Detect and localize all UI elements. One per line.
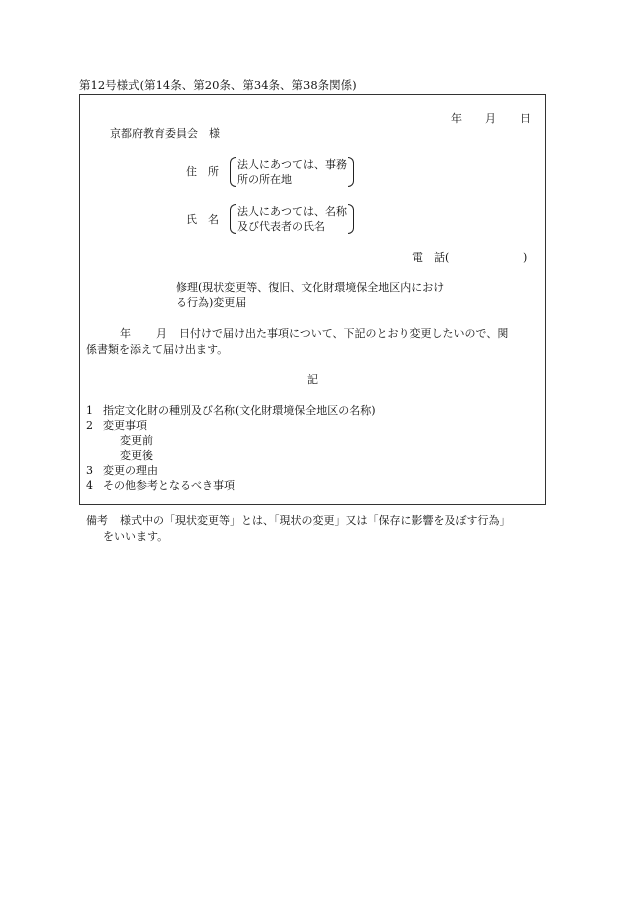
form-header: 第12号様式(第14条、第20条、第34条、第38条関係) — [79, 78, 357, 92]
address-bracket-line1: 法人にあつては、事務 — [237, 158, 347, 171]
address-bracket-line2: 所の所在地 — [237, 173, 292, 186]
address-bracket-left — [230, 157, 236, 187]
name-label: 氏 名 — [186, 213, 219, 226]
body-year: 年 — [120, 327, 131, 340]
address-bracket-right — [348, 157, 354, 187]
document-title-line2: る行為)変更届 — [176, 296, 247, 309]
date-day: 日 — [520, 112, 531, 125]
item-subtext-before: 変更前 — [120, 434, 153, 447]
item-number: 1 — [86, 404, 93, 417]
ki-heading: 記 — [307, 373, 318, 386]
body-line1: 日付けで届け出た事項について、下記のとおり変更したいので、関 — [179, 327, 509, 340]
body-month: 月 — [156, 327, 167, 340]
item-text: 変更事項 — [103, 419, 147, 432]
addressee: 京都府教育委員会 様 — [110, 127, 220, 140]
name-bracket-right — [348, 204, 354, 234]
date-year: 年 — [451, 112, 462, 125]
date-month: 月 — [485, 112, 496, 125]
document-title-line1: 修理(現状変更等、復旧、文化財環境保全地区内におけ — [176, 281, 445, 294]
name-bracket-line1: 法人にあつては、名称 — [237, 205, 347, 218]
name-bracket-left — [230, 204, 236, 234]
phone-label: 電 話( — [412, 251, 450, 264]
item-subtext-after: 変更後 — [120, 449, 153, 462]
item-text: 指定文化財の種別及び名称(文化財環境保全地区の名称) — [103, 404, 376, 417]
remarks-line2: をいいます。 — [103, 530, 169, 543]
name-bracket-line2: 及び代表者の氏名 — [237, 220, 325, 233]
item-text: 変更の理由 — [103, 464, 158, 477]
remarks-line1: 様式中の「現状変更等」とは、「現状の変更」又は「保存に影響を及ぼす行為」 — [120, 514, 511, 527]
item-number: 2 — [86, 419, 93, 432]
remarks-label: 備考 — [86, 514, 108, 527]
item-text: その他参考となるべき事項 — [103, 479, 235, 492]
item-number: 4 — [86, 479, 93, 492]
address-label: 住 所 — [186, 165, 219, 178]
body-line2: 係書類を添えて届け出ます。 — [86, 343, 229, 356]
item-number: 3 — [86, 464, 93, 477]
phone-close: ) — [523, 251, 528, 264]
